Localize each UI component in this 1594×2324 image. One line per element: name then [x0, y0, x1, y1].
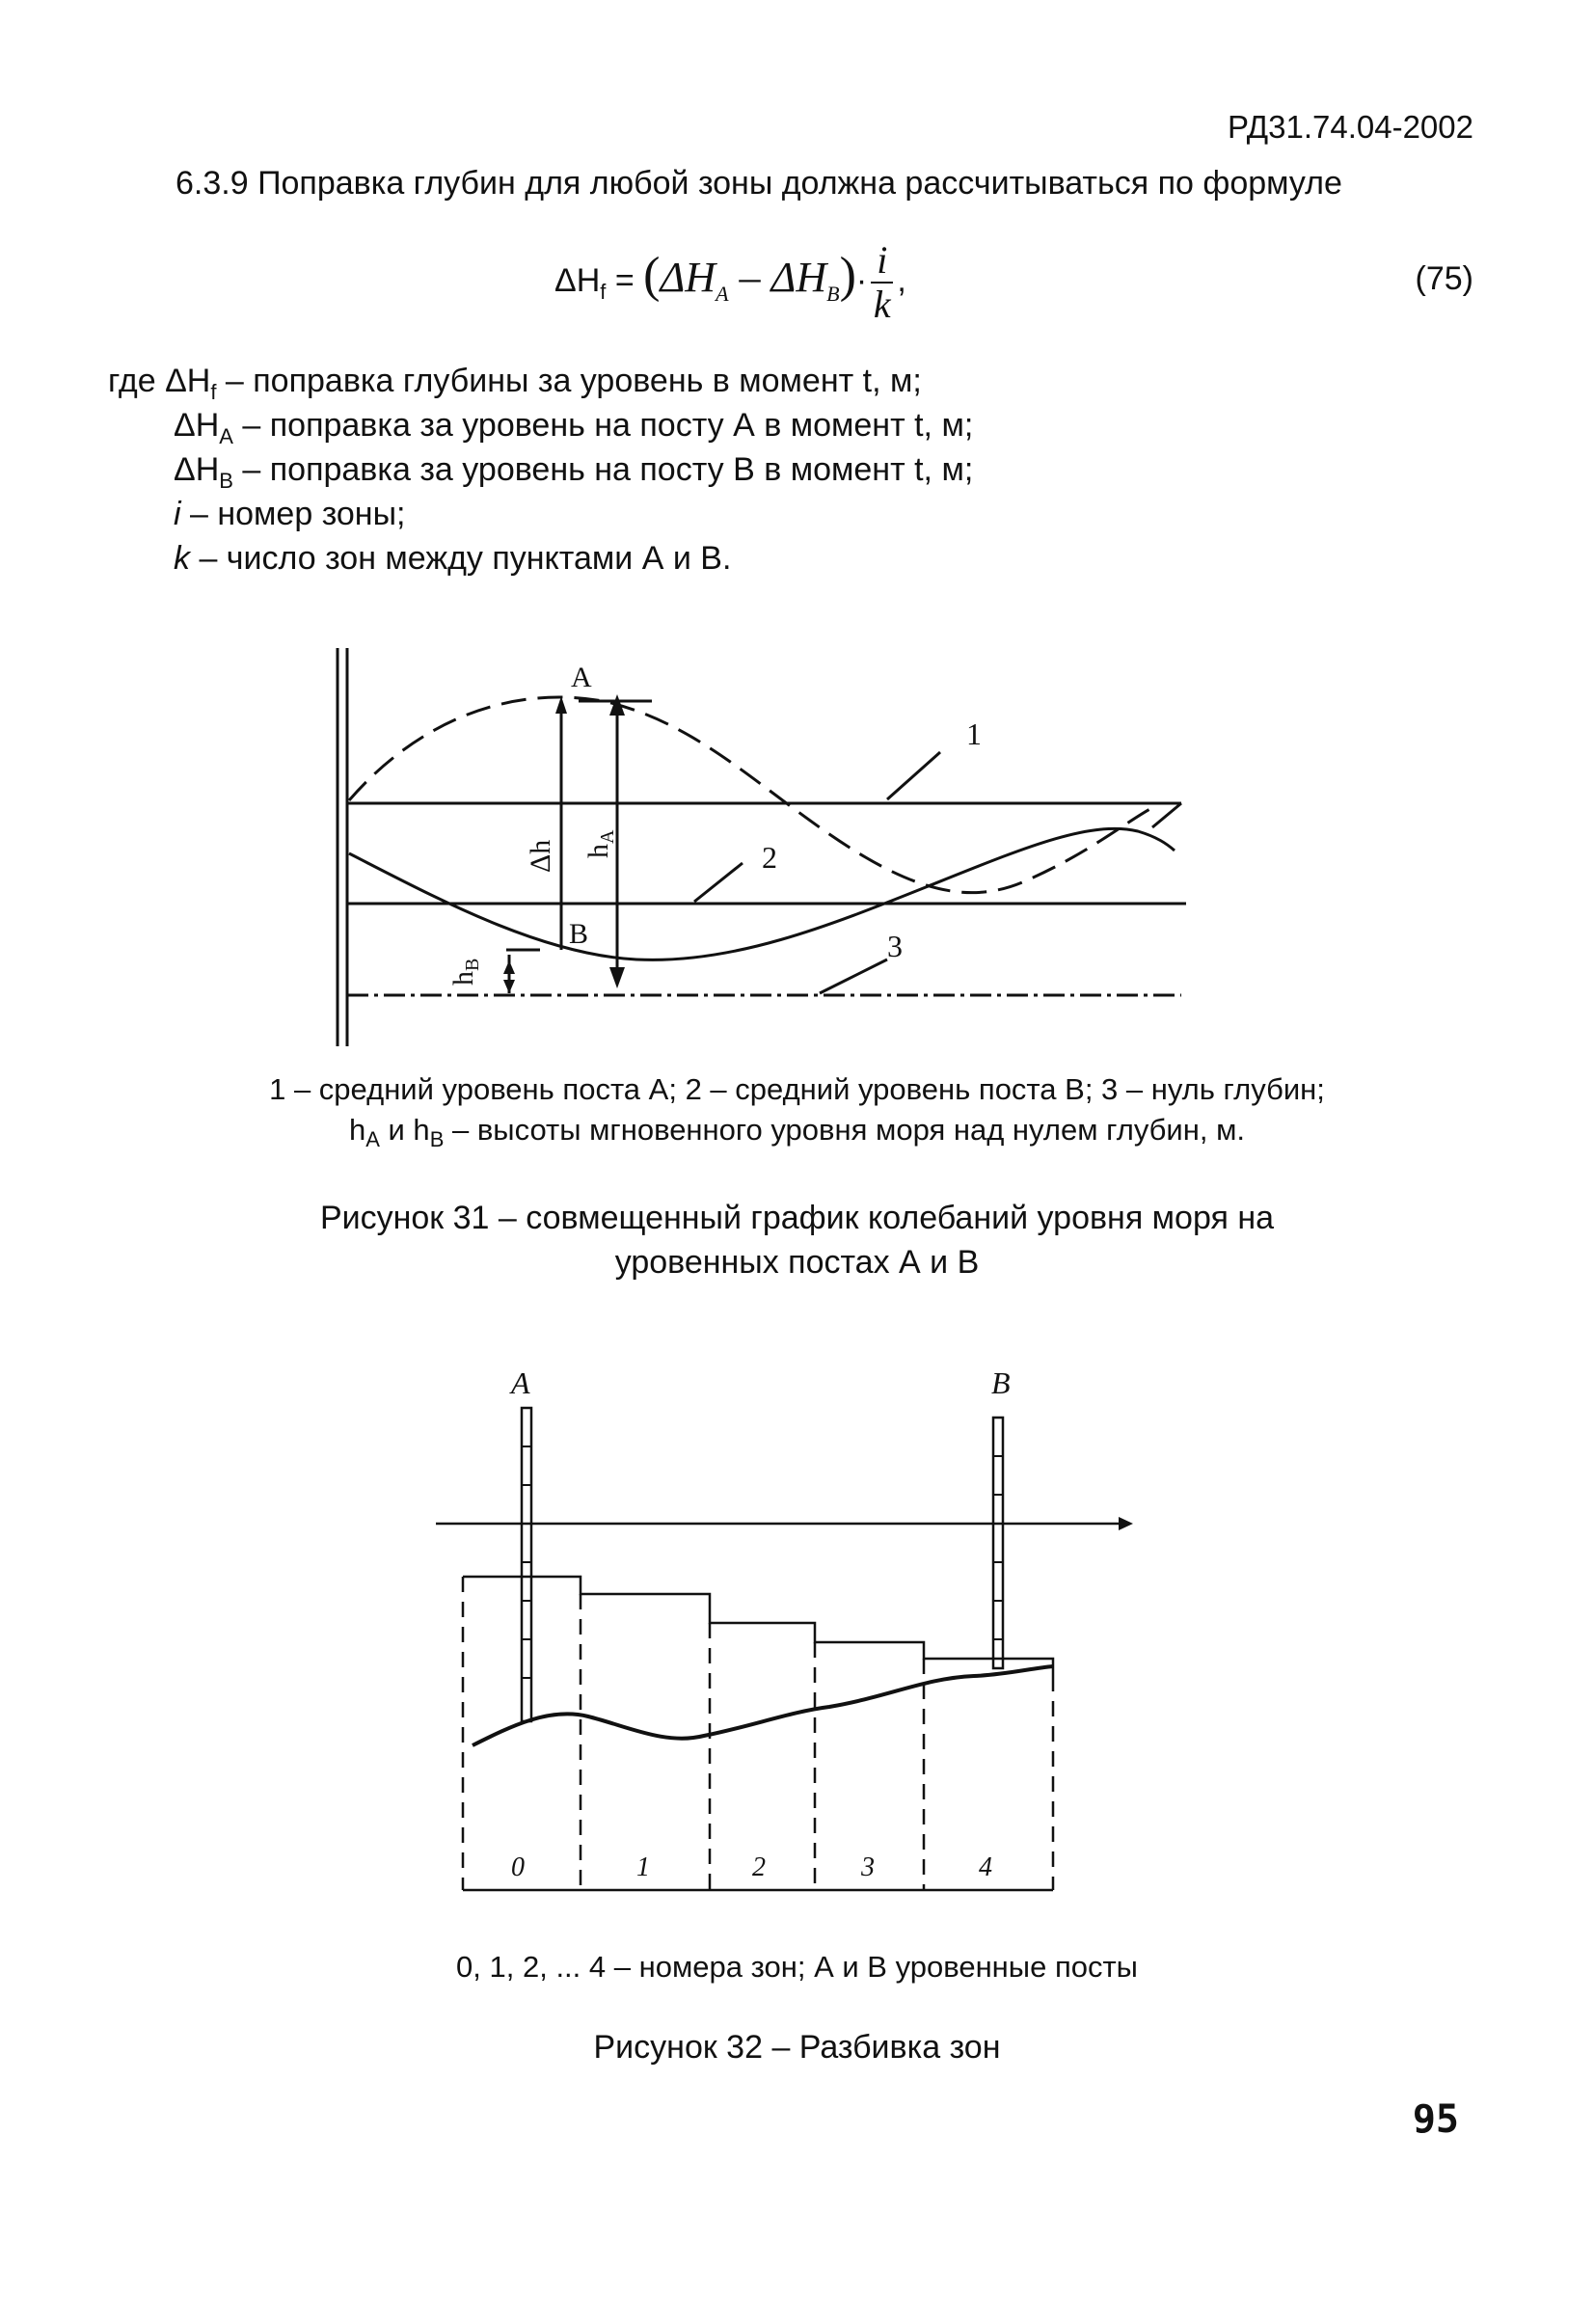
label-hb: $h_B$: [447, 958, 483, 986]
figure-31-title-line-2: уровенных постах А и В: [614, 1244, 980, 1281]
label-line-1: 1: [966, 716, 982, 751]
zone-label-3: 3: [861, 1852, 875, 1882]
figure-32-title: Рисунок 32 – Разбивка зон: [593, 2029, 1001, 2066]
seabed-line: [473, 1666, 1053, 1745]
wave-post-a: [349, 697, 1157, 893]
label-line-3: 3: [887, 929, 903, 963]
figure-31-title-line-1: Рисунок 31 – совмещенный график колебаний уровня моря на: [319, 1200, 1275, 1236]
leader-2: [694, 863, 743, 902]
document-code: РД31.74.04-2002: [1227, 109, 1473, 145]
leader-3: [820, 959, 887, 993]
label-dh: Δh: [525, 839, 556, 873]
label-post-a: А: [511, 1365, 530, 1400]
figure-31-legend-line-2: $h_A$ и $h_B$ – высоты мгновенного уровня моря над нулем глубин, м.: [348, 1113, 1246, 1152]
clause-text: 6.3.9 Поправка глубин для любой зоны должна рассчитываться по формуле: [176, 165, 1342, 202]
label-b: B: [569, 918, 589, 950]
zone-label-4: 4: [979, 1852, 992, 1882]
arrow-down-ha: [609, 967, 625, 988]
leader-1: [887, 752, 940, 799]
formula-lhs: $\Delta H_f$: [554, 261, 607, 304]
label-ha: $h_A$: [582, 829, 618, 858]
staff-post-a: [522, 1408, 531, 1721]
zone-steps-profile: [463, 1577, 1053, 1676]
figure-31-legend-line-1: 1 – средний уровень поста А; 2 – средний уровень поста В; 3 – нуль глубин;: [269, 1072, 1325, 1106]
definition-dha: $\Delta H_A$ – поправка за уровень на посту А в момент t, м;: [174, 407, 974, 448]
definition-k: k – число зон между пунктами А и В.: [174, 540, 732, 577]
zone-label-2: 2: [752, 1852, 766, 1882]
figure-31-diagram: [318, 636, 1215, 1051]
label-line-2: 2: [762, 840, 777, 875]
figure-32-diagram: [424, 1360, 1157, 1909]
zone-label-0: 0: [511, 1852, 525, 1882]
label-post-b: В: [991, 1365, 1011, 1400]
page-number: 95: [1412, 2097, 1459, 2142]
label-a: A: [571, 662, 592, 693]
formula-75: $\Delta H_f = (\Delta H_A - \Delta H_B)\cdot$ $\frac{i}{k}$ ,: [554, 238, 906, 326]
zone-label-1: 1: [636, 1852, 650, 1882]
definition-dhf: где $\Delta H_f$ – поправка глубины за уровень в момент t, м;: [108, 363, 922, 404]
definition-dhb: $\Delta H_B$ – поправка за уровень на посту В в момент t, м;: [174, 451, 974, 493]
figure-32-legend: 0, 1, 2, ... 4 – номера зон; А и В уровенные посты: [456, 1950, 1138, 1984]
formula-fraction: $\frac{i}{k}$: [871, 239, 893, 326]
definition-i: i – номер зоны;: [174, 496, 406, 532]
equation-number: (75): [1415, 260, 1473, 297]
